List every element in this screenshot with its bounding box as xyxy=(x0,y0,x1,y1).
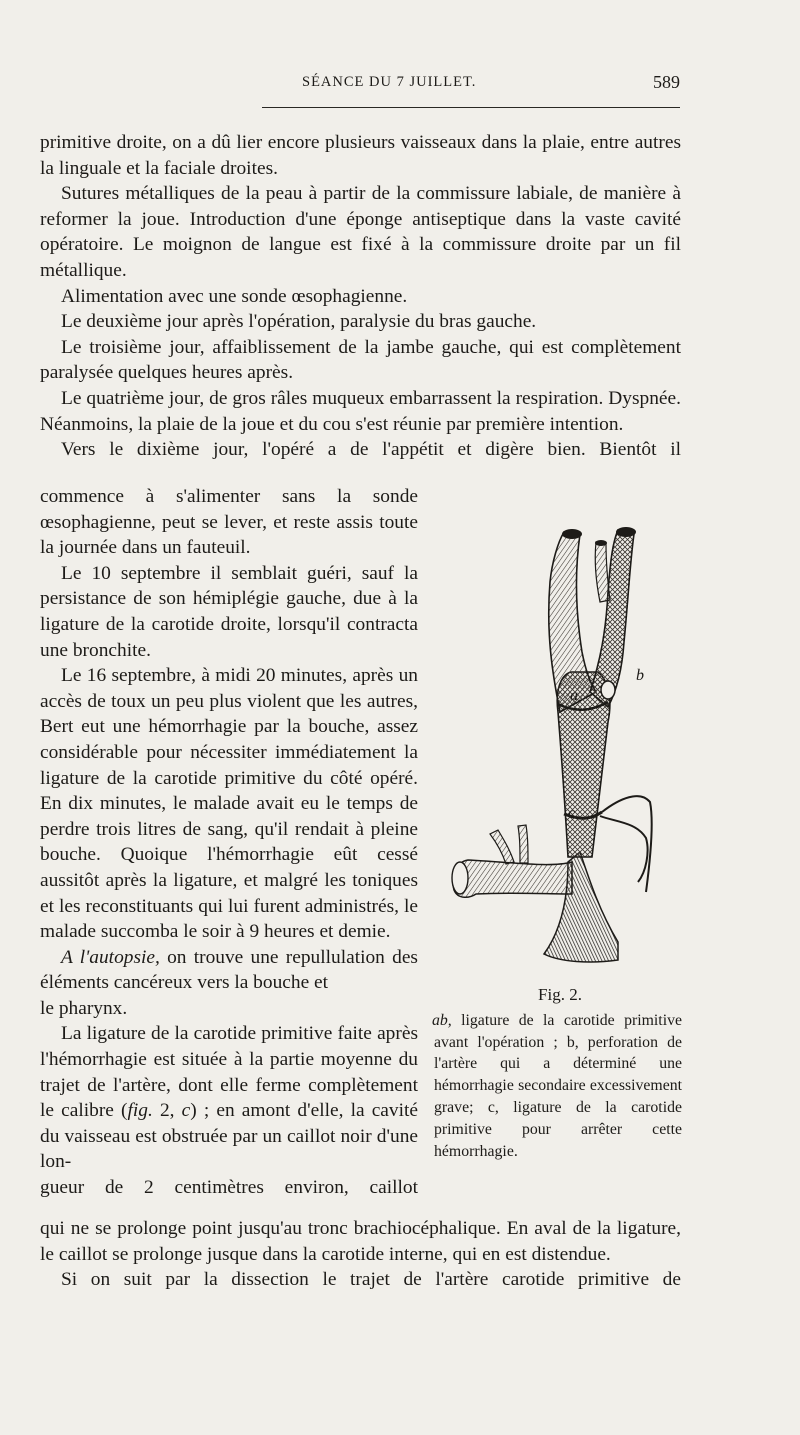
narrow-text-block xyxy=(40,484,418,1201)
figure-carotid-illustration xyxy=(440,522,680,982)
paragraph: Si on suit par la dissection le trajet de l'artère carotide primitive de xyxy=(61,1269,681,1291)
paragraph: le pharynx. xyxy=(40,997,128,1019)
paragraph: Le troisième jour, affaiblissement de la jambe gauche, qui est complètement paralysée quelques heures après. xyxy=(40,336,681,384)
fig-ref-letter: c xyxy=(181,1100,191,1122)
top-text-block xyxy=(40,130,681,463)
autopsy-rest: on trouve une repullulation des éléments cancéreux vers la bouche et xyxy=(40,946,418,994)
header-rule xyxy=(262,107,680,108)
ligature-text: La ligature de la carotide primitive faite après l'hémorrhagie est située à la partie moyenne du trajet de l'artère, dont elle ferme complètement le calibre ( xyxy=(40,1023,418,1122)
paragraph: qui ne se prolonge point jusqu'au tronc brachiocéphalique. En aval de la ligature, le caillot se prolonge jusque dans la carotide interne, qui en est distendue. xyxy=(40,1218,681,1265)
paragraph: gueur de 2 centimètres environ, caillot xyxy=(40,1177,418,1199)
figure-number: Fig. 2. xyxy=(538,985,582,1004)
fig-ref-italic: fig. xyxy=(127,1100,153,1122)
bottom-text-block xyxy=(40,1216,681,1293)
artery-drawing xyxy=(440,522,680,982)
ligature-paragraph xyxy=(40,1021,418,1175)
running-title: SÉANCE DU 7 JUILLET. xyxy=(302,74,477,90)
figure-label-a: a xyxy=(570,687,578,704)
caption-lead: ab, xyxy=(432,1011,452,1029)
paragraph: commence à s'alimenter sans la sonde œsophagienne, peut se lever, et reste assis toute la journée dans un fauteuil. xyxy=(40,486,418,559)
paragraph: Sutures métalliques de la peau à partir de la commissure labiale, de manière à reformer la joue. Introduction d'une éponge antiseptique dans la vaste cavité opératoire. Le moignon de langue est fixé à la commissure droite par un fil métallique. xyxy=(40,183,681,281)
paragraph: Vers le dixième jour, l'opéré a de l'appétit et digère bien. Bientôt il xyxy=(61,439,681,461)
paragraph: primitive droite, on a dû lier encore plusieurs vaisseaux dans la plaie, entre autres la linguale et la faciale droites. xyxy=(40,132,681,179)
caption-text: ligature de la carotide primitive avant l'opération ; b, perforation de l'artère qui a déterminé une hémorrhagie secondaire excessivement grave; c, ligature de la carotide primitive pour arrêter cette hémorrhagie. xyxy=(434,1011,682,1160)
autopsy-italic: A l'autopsie, xyxy=(61,946,160,968)
fig-ref-mid: 2, xyxy=(152,1100,182,1122)
paragraph: Le quatrième jour, de gros râles muqueux embarrassent la respiration. Dyspnée. Néanmoins, la plaie de la joue et du cou s'est réunie par première intention. xyxy=(40,387,681,435)
page-number: 589 xyxy=(653,72,680,92)
figure-caption xyxy=(434,984,682,1162)
running-header xyxy=(40,72,680,96)
caption-body xyxy=(434,1010,682,1163)
figure-label-c: c xyxy=(568,805,576,822)
paragraph: Le deuxième jour après l'opération, paralysie du bras gauche. xyxy=(61,311,537,333)
paragraph: Alimentation avec une sonde œsophagienne. xyxy=(61,285,408,307)
paragraph: Le 16 septembre, à midi 20 minutes, après un accès de toux un peu plus violent que les autres, Bert eut une hémorrhagie par la bouche, assez considérable pour nécessiter immédiatement la ligature de la carotide primitive du côté opéré. En dix minutes, le malade avait eu le temps de perdre trois litres de sang, qu'il rendait à pleine bouche. Quoique l'hémorrhagie eût cessé aussitôt après la ligature, et malgré les toniques et les reconstituants qui lui furent administrés, le malade succomba le soir à 9 heures et demie. xyxy=(40,665,418,943)
autopsy-paragraph xyxy=(40,945,418,996)
paragraph: Le 10 septembre il semblait guéri, sauf la persistance de son hémiplégie gauche, due à la ligature de la carotide droite, lorsqu'il contracta une bronchite. xyxy=(40,562,418,661)
figure-label-b: b xyxy=(636,667,644,684)
fig-ref-after: ) ; en amont d'elle, la cavité du vaisseau est obstruée par un caillot noir d'une lon- xyxy=(40,1100,418,1173)
